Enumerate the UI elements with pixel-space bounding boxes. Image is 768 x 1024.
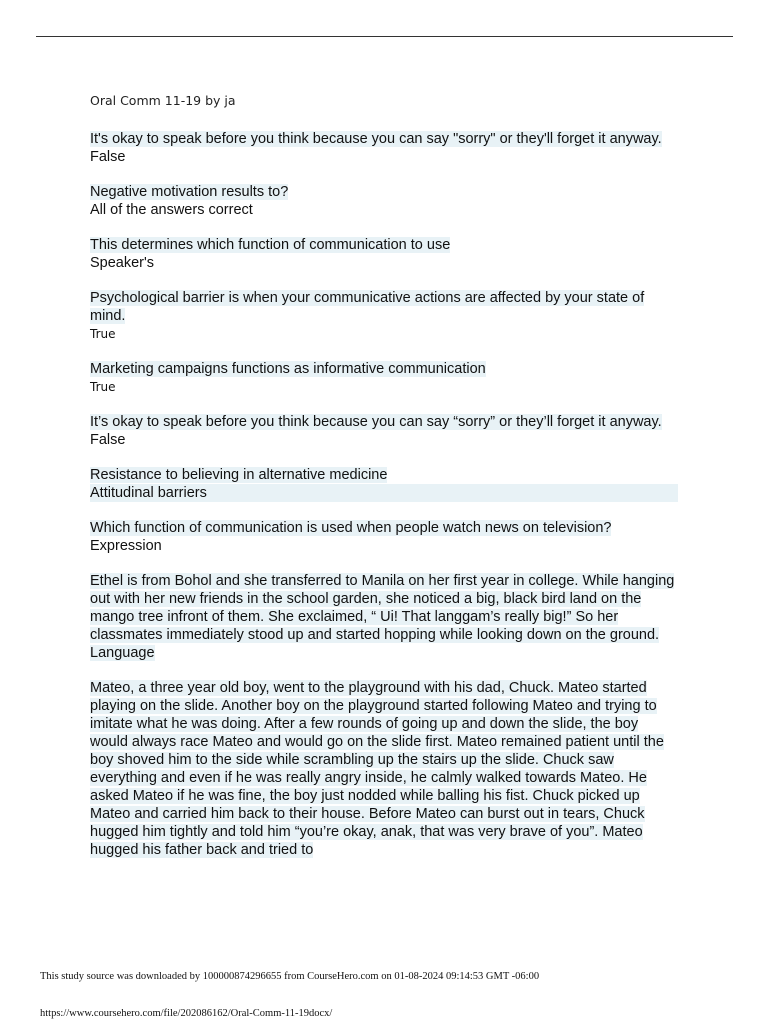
answer-text: False [90, 149, 126, 165]
answer-text: Language [90, 645, 155, 661]
qa-item-8 [90, 519, 680, 555]
qa-item-1 [90, 130, 680, 166]
qa-item-3 [90, 236, 680, 272]
document-body [90, 130, 680, 876]
answer-text: Attitudinal barriers [90, 484, 678, 502]
document-title: Oral Comm 11-19 by ja [90, 93, 236, 108]
answer-text: Speaker's [90, 255, 155, 271]
question-text: It’s okay to speak before you think because you can say “sorry” or they’ll forget it anyway. [90, 414, 662, 430]
answer-text: Expression [90, 538, 162, 554]
question-text: Mateo, a three year old boy, went to the playground with his dad, Chuck. Mateo started playing on the slide. Another boy on the playground started following Mateo and trying to imitate what he was doing. After a few rounds of going up and down the slide, the boy would always race Mateo and would go on the slide first. Mateo remained patient until the boy shoved him to the side while scrambling up the stairs up the slide. Chuck saw everything and even if he was really angry inside, he calmly walked towards Mateo. He asked Mateo if he was fine, the boy just nodded while balling his fist. Chuck picked up Mateo and carried him back to their house. Before Mateo can burst out in tears, Chuck hugged him tightly and told him “you’re okay, anak, that was very brave of you”. Mateo hugged his father back and tried to [90, 680, 664, 858]
source-url[interactable]: https://www.coursehero.com/file/202086162/Oral-Comm-11-19docx/ [40, 1008, 333, 1019]
question-text: Psychological barrier is when your communicative actions are affected by your state of mind. [90, 290, 645, 324]
qa-item-2 [90, 183, 680, 219]
qa-item-5 [90, 360, 680, 396]
question-text: Ethel is from Bohol and she transferred to Manila on her first year in college. While hanging out with her new friends in the school garden, she noticed a big, black bird land on the mango tree infront of them. She exclaimed, “ Ui! That langgam’s really big!” So her classmates immediately stood up and started hopping while looking down on the ground. [90, 573, 675, 643]
answer-text: False [90, 432, 126, 448]
top-divider [36, 36, 733, 37]
qa-item-6 [90, 413, 680, 449]
question-text: Negative motivation results to? [90, 184, 289, 200]
question-text: It's okay to speak before you think because you can say "sorry" or they'll forget it anyway. [90, 131, 662, 147]
question-text: This determines which function of communication to use [90, 237, 451, 253]
qa-item-10 [90, 679, 680, 859]
question-text: Resistance to believing in alternative medicine [90, 467, 388, 483]
qa-item-9 [90, 572, 680, 662]
answer-text: True [90, 380, 116, 394]
download-notice: This study source was downloaded by 100000874296655 from CourseHero.com on 01-08-2024 09:14:53 GMT -06:00 [40, 971, 540, 982]
qa-item-4 [90, 289, 680, 343]
question-text: Which function of communication is used when people watch news on television? [90, 520, 612, 536]
qa-item-7 [90, 466, 680, 502]
answer-text: True [90, 327, 116, 341]
answer-text: All of the answers correct [90, 202, 253, 218]
question-text: Marketing campaigns functions as informative communication [90, 361, 486, 377]
